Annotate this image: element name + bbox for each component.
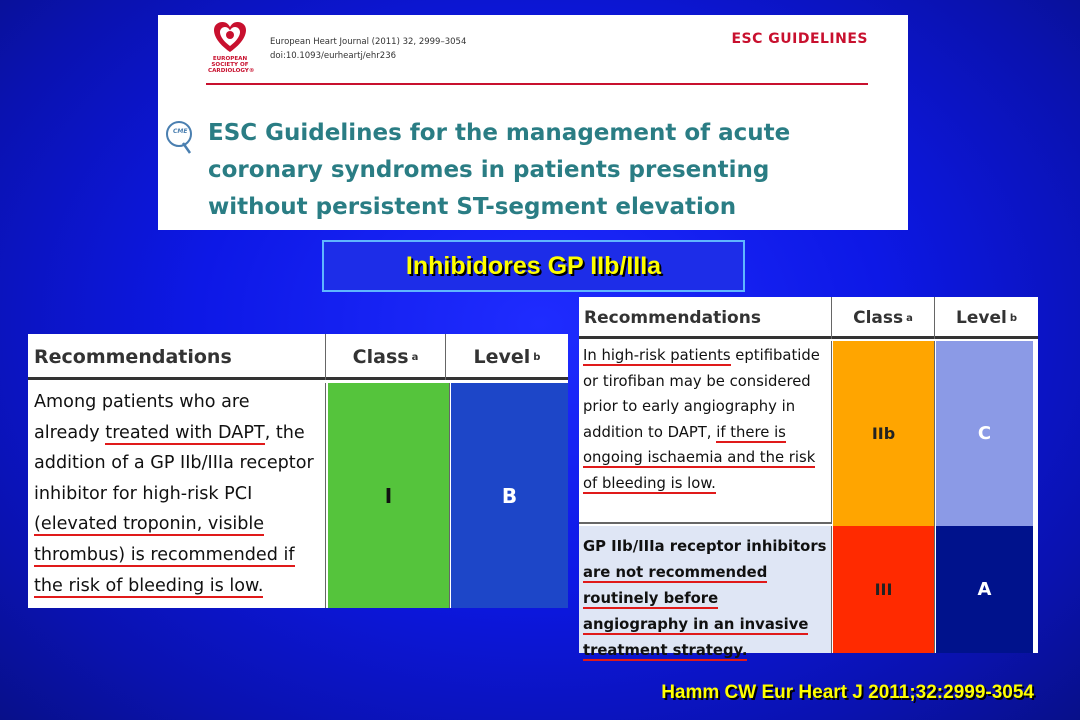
- cme-q-icon: [164, 119, 194, 155]
- header-class-label: Class: [352, 346, 409, 368]
- rec-text-underlined: are not recommended routinely before angiography in an invasive treatment strategy.: [583, 564, 809, 659]
- class-cell: III: [833, 526, 935, 653]
- rec-text-part: Among patients who are already: [34, 392, 250, 443]
- rec-text-part: GP IIb/IIIa receptor inhibitors: [583, 538, 827, 555]
- esc-guidelines-label: ESC GUIDELINES: [731, 31, 868, 47]
- rec-text-underlined: (elevated troponin, visible thrombus) is recommended if the risk of bleeding is low.: [34, 514, 295, 596]
- rec-text-underlined: if there is ongoing ischaemia and the risk of bleeding is low.: [583, 423, 816, 492]
- recommendation-text: [579, 341, 832, 524]
- recommendation-text: [28, 383, 326, 608]
- table-header-row: [28, 334, 568, 380]
- header-recommendations: [579, 297, 832, 339]
- cme-text: CME: [173, 128, 188, 135]
- right-recommendations-table: [579, 297, 1038, 659]
- header-level-sup: b: [1009, 312, 1017, 324]
- citation: Hamm CW Eur Heart J 2011;32:2999-3054: [661, 682, 1034, 703]
- header-class: [326, 334, 446, 380]
- doi-line: doi:10.1093/eurheartj/ehr236: [270, 51, 397, 61]
- heart-logo-icon: [213, 21, 247, 55]
- header-class-sup: a: [411, 351, 419, 363]
- journal-line: European Heart Journal (2011) 32, 2999–3054: [270, 37, 467, 47]
- journal-reference: [270, 35, 466, 63]
- level-cell: A: [936, 526, 1033, 653]
- rec-text-part: , the addition of a GP IIb/IIIa receptor inhibitor for high-risk PCI: [34, 422, 314, 504]
- cme-badge: [164, 119, 194, 155]
- rec-text-underlined: In high-risk patients: [583, 347, 731, 364]
- header-level: [446, 334, 568, 380]
- class-cell: I: [328, 383, 450, 608]
- header-recommendations: [28, 334, 326, 380]
- section-title: Inhibidores GP IIb/IIIa: [405, 251, 662, 280]
- header-level-label: Level: [473, 346, 531, 368]
- left-recommendations-table: [28, 334, 568, 608]
- header-recommendations-label: Recommendations: [584, 308, 761, 328]
- recommendation-text: [579, 526, 832, 659]
- class-cell: IIb: [833, 341, 935, 526]
- rec-text-underlined: treated with DAPT: [105, 422, 265, 443]
- rec-text-part: eptifibatide or tirofiban may be considered prior to early angiography in addition to DAPT,: [583, 347, 820, 441]
- table-header-row: [579, 297, 1038, 339]
- title-line-2: coronary syndromes in patients presenting: [208, 157, 770, 183]
- header-level-sup: b: [533, 351, 541, 363]
- section-heading-box: [322, 240, 745, 292]
- esc-logo-text: EUROPEAN SOCIETY OF CARDIOLOGY®: [208, 56, 255, 74]
- header-recommendations-label: Recommendations: [34, 346, 232, 368]
- journal-header-banner: [158, 15, 908, 230]
- title-line-1: ESC Guidelines for the management of acute: [208, 120, 791, 146]
- level-cell: B: [451, 383, 568, 608]
- title-line-3: without persistent ST-segment elevation: [208, 194, 737, 220]
- header-class-label: Class: [853, 308, 904, 328]
- header-class: [832, 297, 935, 339]
- header-level-label: Level: [956, 308, 1007, 328]
- header-level: [935, 297, 1038, 339]
- header-divider: [206, 83, 868, 85]
- guideline-title: [208, 115, 888, 226]
- esc-logo: [208, 21, 255, 85]
- level-cell: C: [936, 341, 1033, 526]
- header-class-sup: a: [906, 312, 913, 324]
